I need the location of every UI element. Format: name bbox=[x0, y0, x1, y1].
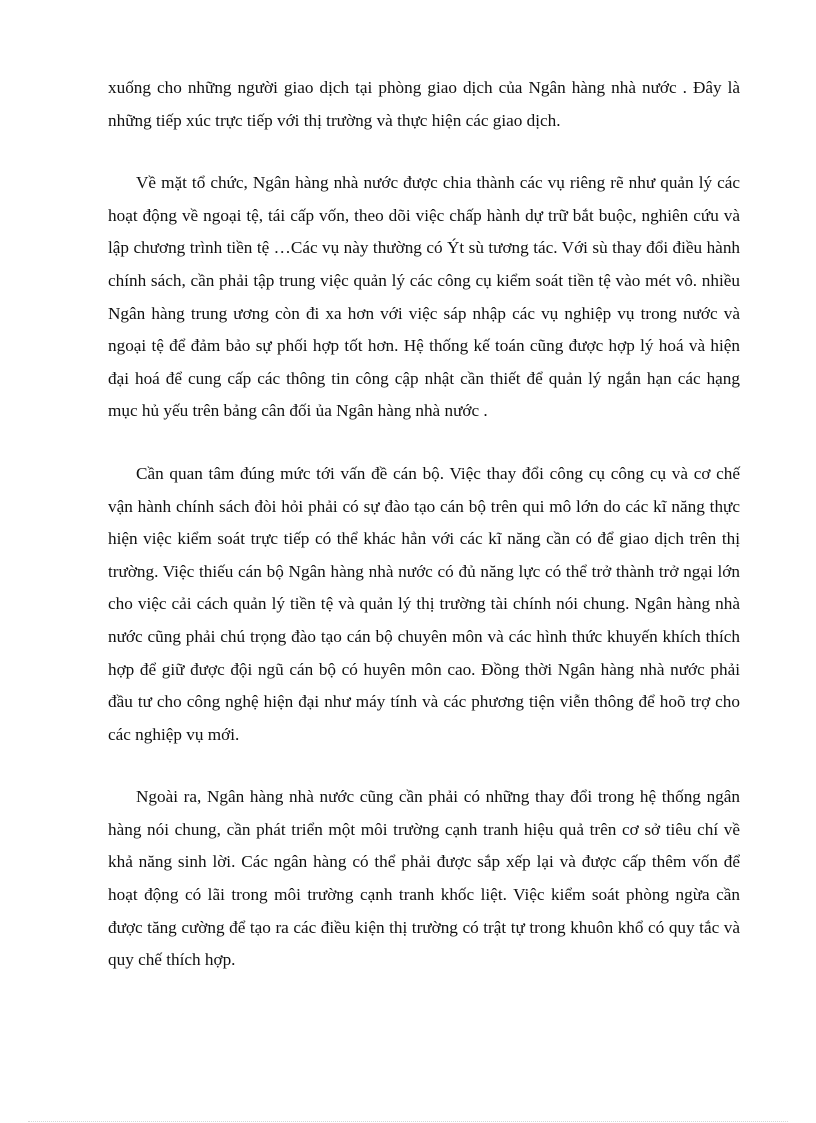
page-bottom-rule bbox=[28, 1121, 788, 1122]
paragraph-3: Cần quan tâm đúng mức tới vấn đề cán bộ. Việc thay đổi công cụ công cụ và cơ chế vận hành chính sách đòi hỏi phải có sự đào tạo cán bộ trên qui mô lớn do các kĩ năng thực hiện việc kiểm soát trực tiếp có thể khác hẳn với các kĩ năng cần có để giao dịch trên thị trường. Việc thiếu cán bộ Ngân hàng nhà nước có đủ năng lực có thể trở thành trở ngại lớn cho việc cải cách quản lý tiền tệ và quản lý thị trường tài chính nói chung. Ngân hàng nhà nước cũng phải chú trọng đào tạo cán bộ chuyên môn và các hình thức khuyến khích thích hợp để giữ được đội ngũ cán bộ có huyên môn cao. Đồng thời Ngân hàng nhà nước phải đầu tư cho công nghệ hiện đại như máy tính và các phương tiện viễn thông để hoõ trợ cho các nghiệp vụ mới. bbox=[108, 463, 740, 744]
paragraph-4: Ngoài ra, Ngân hàng nhà nước cũng cần phải có những thay đổi trong hệ thống ngân hàng nói chung, cần phát triển một môi trường cạnh tranh hiệu quả trên cơ sở tiêu chí về khả năng sinh lời. Các ngân hàng có thể phải được sắp xếp lại và được cấp thêm vốn để hoạt động có lãi trong môi trường cạnh tranh khốc liệt. Việc kiểm soát phòng ngừa cần được tăng cường để tạo ra các điều kiện thị trường có trật tự trong khuôn khổ có quy tắc và quy chế thích hợp. bbox=[108, 787, 740, 970]
paragraph-1: xuống cho những người giao dịch tại phòng giao dịch của Ngân hàng nhà nước . Đây là những tiếp xúc trực tiếp với thị trường và thực hiện các giao dịch. bbox=[108, 78, 740, 130]
document-body bbox=[108, 72, 740, 1007]
paragraph-2: Về mặt tổ chức, Ngân hàng nhà nước được chia thành các vụ riêng rẽ như quản lý các hoạt động về ngoại tệ, tái cấp vốn, theo dõi việc chấp hành dự trữ bắt buộc, nghiên cứu và lập chương trình tiền tệ …Các vụ này thường có Ýt sù tương tác. Với sù thay đổi điều hành chính sách, cần phải tập trung việc quản lý các công cụ kiểm soát tiền tệ vào mét vô. nhiều Ngân hàng trung ương còn đi xa hơn với việc sáp nhập các vụ nghiệp vụ trong nước và ngoại tệ để đảm bảo sự phối hợp tốt hơn. Hệ thống kế toán cũng được hợp lý hoá và hiện đại hoá để cung cấp các thông tin công cập nhật cần thiết để quản lý ngắn hạn các hạng mục hủ yếu trên bảng cân đối ủa Ngân hàng nhà nước . bbox=[108, 173, 740, 421]
